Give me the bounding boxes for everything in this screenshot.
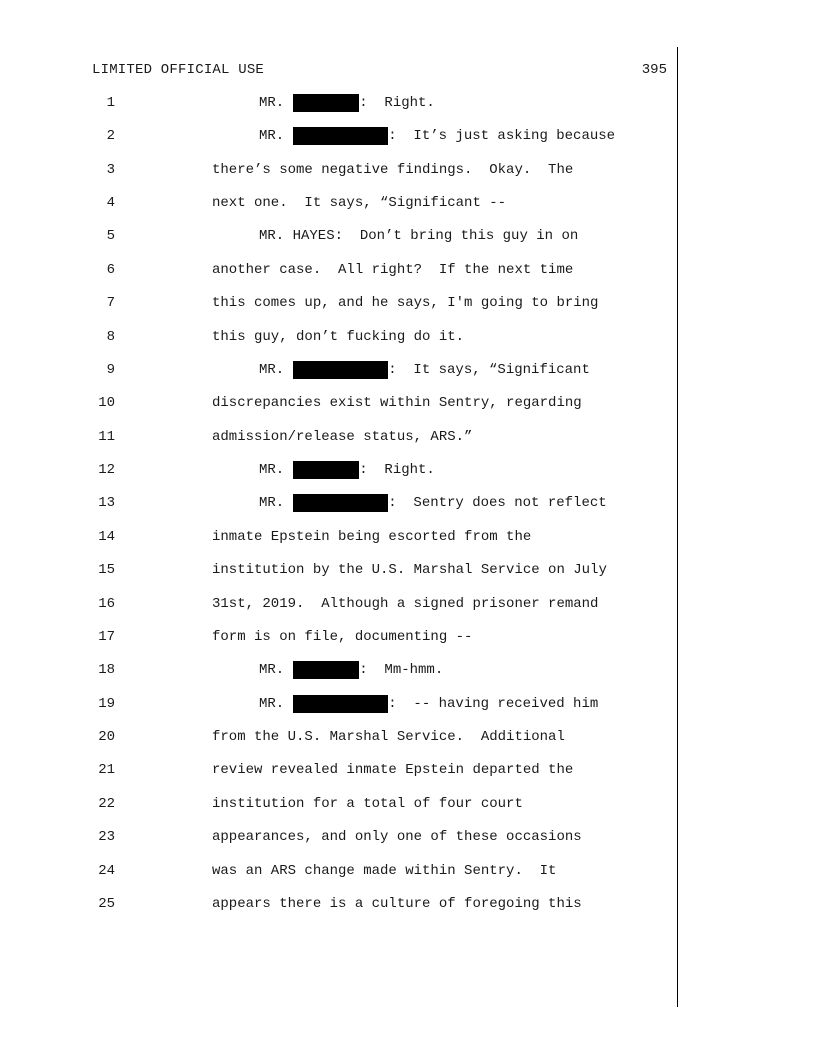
- line-text: inmate Epstein being escorted from the: [212, 528, 532, 545]
- speaker-line: [259, 126, 615, 146]
- line-number: 1: [106, 95, 115, 111]
- line-number: 4: [106, 195, 115, 212]
- transcript-line: [0, 760, 676, 780]
- line-text: discrepancies exist within Sentry, regarding: [212, 395, 582, 412]
- spoken-text: : Right.: [359, 95, 435, 111]
- spoken-text: : Sentry does not reflect: [388, 495, 607, 512]
- transcript-line: [0, 827, 676, 847]
- line-text: another case. All right? If the next time: [212, 261, 574, 278]
- transcript-line: [0, 226, 676, 246]
- line-number: 22: [98, 795, 115, 812]
- speaker-label: MR. HAYES:: [259, 228, 344, 245]
- line-number: 19: [98, 695, 115, 712]
- transcript-line: [0, 360, 676, 380]
- line-text: this comes up, and he says, I'm going to bring: [212, 295, 599, 312]
- line-text: appearances, and only one of these occasions: [212, 829, 582, 846]
- transcript-line: [0, 894, 676, 914]
- line-text: appears there is a culture of foregoing this: [212, 895, 582, 912]
- line-number: 7: [106, 295, 115, 312]
- line-number: 5: [106, 228, 115, 245]
- line-number: 11: [98, 428, 115, 445]
- transcript-line: [0, 560, 676, 580]
- line-number: 6: [106, 261, 115, 278]
- redaction-box: [293, 94, 359, 112]
- line-text: review revealed inmate Epstein departed the: [212, 762, 574, 779]
- line-number: 18: [98, 662, 115, 679]
- speaker-label: MR.: [259, 95, 285, 111]
- line-text: from the U.S. Marshal Service. Additional: [212, 729, 565, 746]
- spoken-text: : -- having received him: [388, 695, 599, 712]
- spoken-text: : Right.: [359, 462, 435, 479]
- redaction-box: [293, 494, 388, 512]
- transcript-line: [0, 393, 676, 413]
- speaker-label: MR.: [259, 662, 285, 679]
- line-number: 21: [98, 762, 115, 779]
- transcript-line: [0, 93, 676, 113]
- spoken-text: : It says, “Significant: [388, 361, 590, 378]
- line-number: 24: [98, 862, 115, 879]
- line-text: admission/release status, ARS.”: [212, 428, 473, 445]
- transcript-line: [0, 527, 676, 547]
- speaker-label: MR.: [259, 495, 285, 512]
- speaker-label: MR.: [259, 128, 285, 145]
- line-text: next one. It says, “Significant --: [212, 195, 507, 212]
- line-number: 12: [98, 462, 115, 479]
- speaker-label: MR.: [259, 361, 285, 378]
- line-text: institution for a total of four court: [212, 795, 523, 812]
- redaction-box: [293, 661, 359, 679]
- line-text: this guy, don’t fucking do it.: [212, 328, 465, 345]
- transcript-line: [0, 460, 676, 480]
- line-number: 8: [106, 328, 115, 345]
- line-number: 17: [98, 628, 115, 645]
- transcript-line: [0, 794, 676, 814]
- transcript-line: [0, 493, 676, 513]
- line-number: 16: [98, 595, 115, 612]
- speaker-line: [259, 93, 435, 113]
- speaker-label: MR.: [259, 462, 285, 479]
- transcript-line: [0, 427, 676, 447]
- line-number: 15: [98, 562, 115, 579]
- redaction-box: [293, 695, 388, 713]
- line-number: 10: [98, 395, 115, 412]
- transcript-line: [0, 126, 676, 146]
- spoken-text: : Mm-hmm.: [359, 662, 444, 679]
- speaker-line: [259, 460, 435, 480]
- line-number: 13: [98, 495, 115, 512]
- line-number: 3: [106, 161, 115, 178]
- transcript-line: [0, 594, 676, 614]
- line-number: 2: [106, 128, 115, 145]
- speaker-line: [259, 493, 607, 513]
- line-number: 25: [98, 895, 115, 912]
- transcript-line: [0, 627, 676, 647]
- transcript-line: [0, 694, 676, 714]
- line-text: institution by the U.S. Marshal Service on July: [212, 562, 607, 579]
- line-text: 31st, 2019. Although a signed prisoner remand: [212, 595, 599, 612]
- line-number: 9: [106, 361, 115, 378]
- transcript-line: [0, 660, 676, 680]
- speaker-line: [259, 660, 443, 680]
- speaker-line: [259, 360, 590, 380]
- page-number: 395: [641, 62, 667, 78]
- transcript-line: [0, 327, 676, 347]
- transcript-line: [0, 727, 676, 747]
- speaker-line: [259, 226, 578, 246]
- transcript-line: [0, 160, 676, 180]
- redaction-box: [293, 127, 388, 145]
- transcript-line: [0, 193, 676, 213]
- line-number: 14: [98, 528, 115, 545]
- line-text: there’s some negative findings. Okay. The: [212, 161, 574, 178]
- speaker-label: MR.: [259, 695, 285, 712]
- spoken-text: : It’s just asking because: [388, 128, 616, 145]
- transcript-line: [0, 861, 676, 881]
- classification-marking: LIMITED OFFICIAL USE: [92, 62, 265, 78]
- transcript-line: [0, 293, 676, 313]
- transcript-line: [0, 260, 676, 280]
- line-text: form is on file, documenting --: [212, 628, 473, 645]
- speaker-line: [259, 694, 598, 714]
- line-text: was an ARS change made within Sentry. It: [212, 862, 557, 879]
- line-number: 20: [98, 729, 115, 746]
- spoken-text: Don’t bring this guy in on: [343, 228, 579, 245]
- redaction-box: [293, 361, 388, 379]
- line-number: 23: [98, 829, 115, 846]
- redaction-box: [293, 461, 359, 479]
